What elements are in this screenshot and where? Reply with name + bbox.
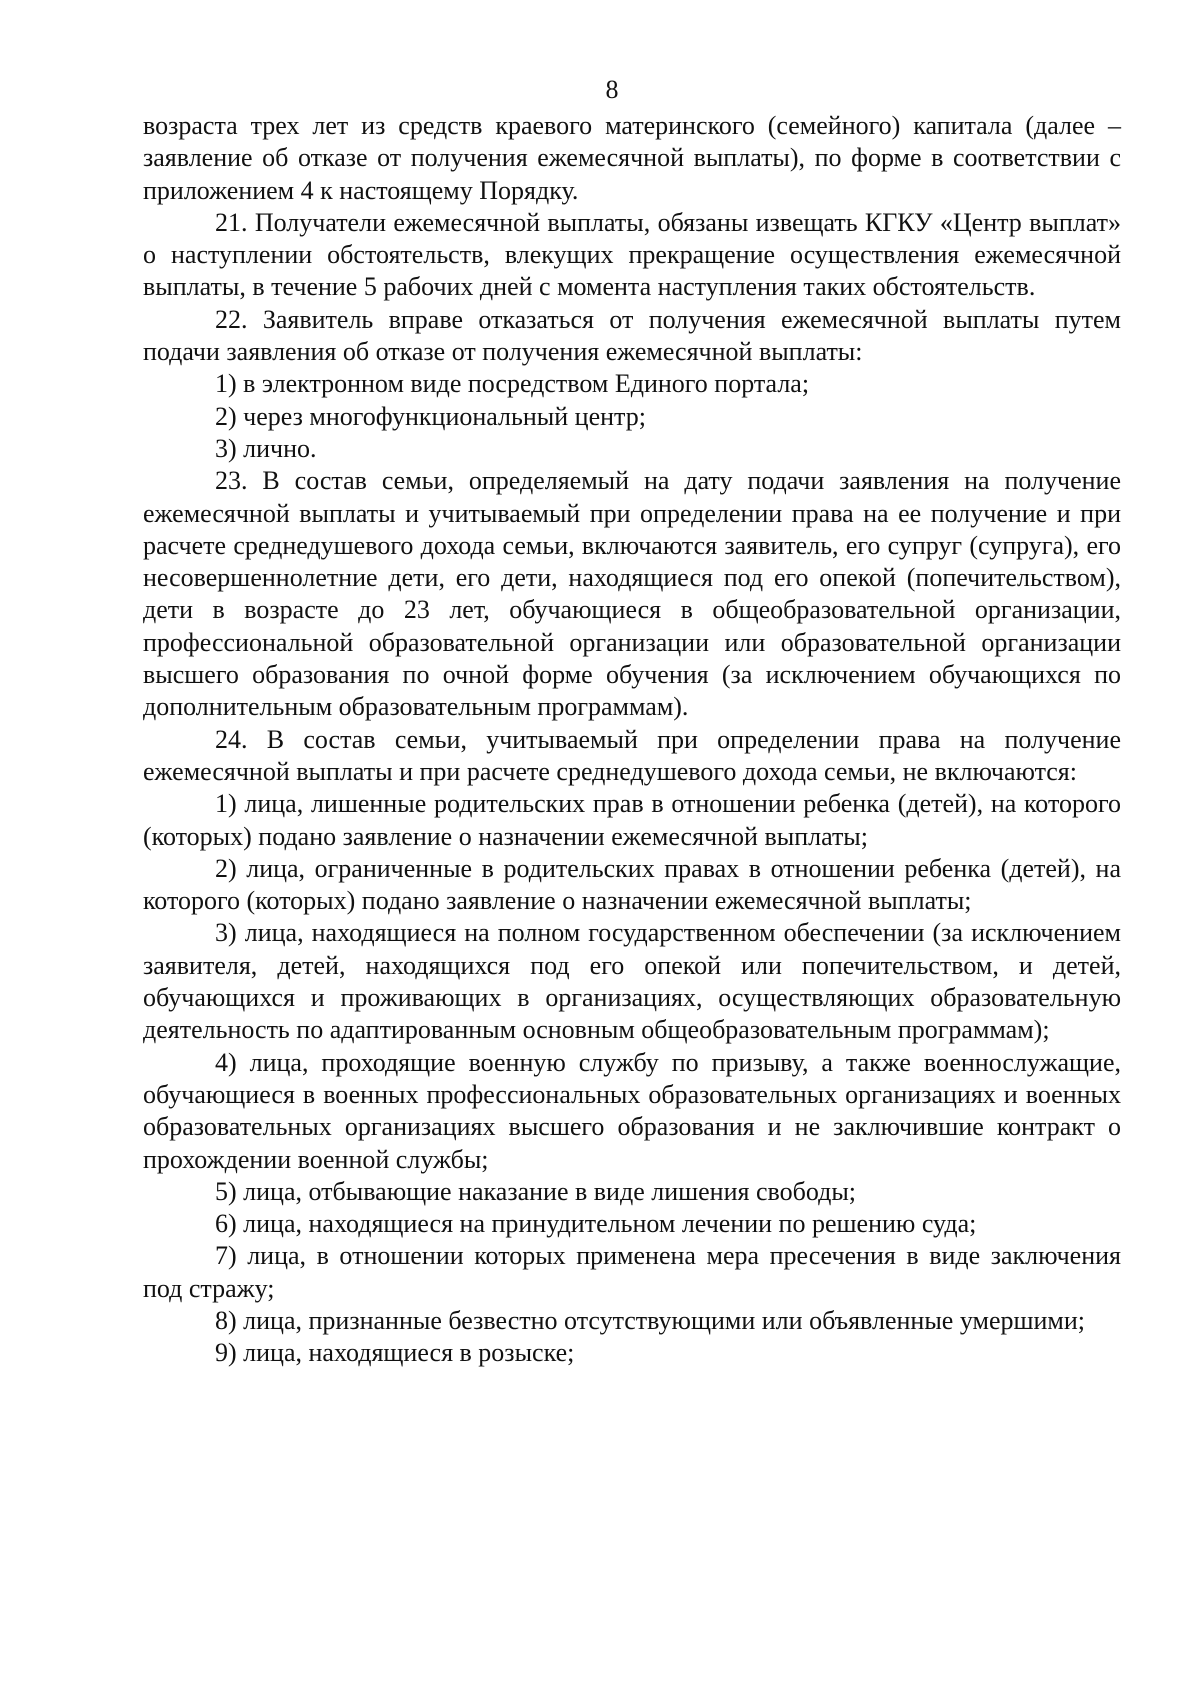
list-item-24-3: 3) лица, находящиеся на полном государственном обеспечении (за исключением заявителя, детей, находящихся под его опекой или попечительством, и детей, обучающихся и проживающих в организациях, осуществляющих образовательную деятельность по адаптированным основным общеобразовательным программам); (143, 918, 1121, 1045)
list-item-24-9: 9) лица, находящиеся в розыске; (215, 1338, 575, 1368)
paragraph-continuation: возраста трех лет из средств краевого материнского (семейного) капитала (далее – заявление об отказе от получения ежемесячной выплаты), по форме в соответствии с приложением 4 к настоящему Порядку. (143, 111, 1121, 205)
list-item-24-8: 8) лица, признанные безвестно отсутствующими или объявленные умершими; (215, 1305, 1086, 1335)
list-item-24-4: 4) лица, проходящие военную службу по призыву, а также военнослужащие, обучающиеся в военных профессиональных образовательных организациях и военных образовательных организациях высшего образования и не заключившие контракт о прохождении военной службы; (143, 1047, 1121, 1174)
list-item-22-3: 3) лично. (215, 433, 317, 463)
page-number: 8 (605, 75, 619, 104)
paragraph-23: 23. В состав семьи, определяемый на дату подачи заявления на получение ежемесячной выплаты и учитываемый при определении права на ее получение и при расчете среднедушевого дохода семьи, включаются заявитель, его супруг (супруга), его несовершеннолетние дети, его дети, находящиеся под его опекой (попечительством), дети в возрасте до 23 лет, обучающиеся в общеобразовательной организации, профессиональной образовательной организации или образовательной организации высшего образования по очной форме обучения (за исключением обучающихся по дополнительным образовательным программам). (143, 466, 1121, 722)
document-body (143, 110, 1121, 1370)
list-item-24-6: 6) лица, находящиеся на принудительном лечении по решению суда; (215, 1209, 977, 1239)
paragraph-24: 24. В состав семьи, учитываемый при определении права на получение ежемесячной выплаты и при расчете среднедушевого дохода семьи, не включаются: (143, 724, 1121, 786)
list-item-24-1: 1) лица, лишенные родительских прав в отношении ребенка (детей), на которого (которых) подано заявление о назначении ежемесячной выплаты; (143, 789, 1121, 851)
list-item-24-7: 7) лица, в отношении которых применена мера пресечения в виде заключения под стражу; (143, 1241, 1121, 1303)
list-item-22-2: 2) через многофункциональный центр; (215, 401, 646, 431)
paragraph-21: 21. Получатели ежемесячной выплаты, обязаны извещать КГКУ «Центр выплат» о наступлении обстоятельств, влекущих прекращение осуществления ежемесячной выплаты, в течение 5 рабочих дней с момента наступления таких обстоятельств. (143, 207, 1121, 302)
list-item-24-2: 2) лица, ограниченные в родительских правах в отношении ребенка (детей), на которого (которых) подано заявление о назначении ежемесячной выплаты; (143, 853, 1121, 916)
list-item-22-1: 1) в электронном виде посредством Единого портала; (215, 369, 810, 399)
list-item-24-5: 5) лица, отбывающие наказание в виде лишения свободы; (215, 1176, 857, 1206)
paragraph-22: 22. Заявитель вправе отказаться от получения ежемесячной выплаты путем подачи заявления об отказе от получения ежемесячной выплаты: (143, 304, 1121, 367)
